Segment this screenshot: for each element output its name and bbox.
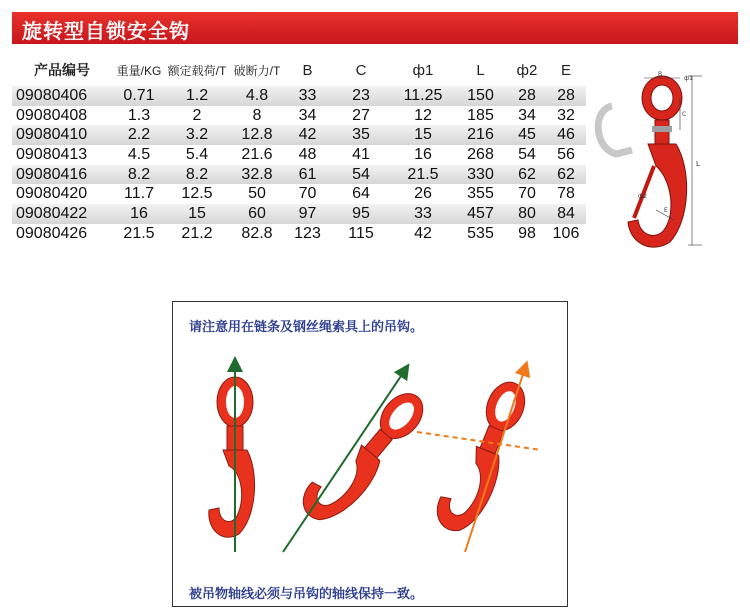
table-cell: 355 (453, 184, 508, 204)
table-cell: 98 (508, 224, 546, 244)
table-cell: 09080410 (12, 125, 112, 145)
table-cell: 15 (393, 125, 453, 145)
table-cell: 09080426 (12, 224, 112, 244)
table-cell: 106 (546, 224, 586, 244)
table-row (12, 86, 586, 106)
header-c: C (355, 61, 367, 79)
notice-bottom-text: 被吊物轴线必须与吊钩的轴线保持一致。 (189, 587, 424, 602)
table-cell: 34 (286, 106, 329, 126)
table-row (12, 125, 586, 145)
table-cell: 33 (286, 86, 329, 106)
hook-body (628, 144, 687, 247)
header-phi1: ф1 (412, 61, 434, 79)
table-cell: 97 (286, 204, 329, 224)
table-cell: 11.25 (393, 86, 453, 106)
table-row (12, 106, 586, 126)
table-cell: 54 (508, 145, 546, 165)
table-cell: 12.8 (228, 125, 286, 145)
table-cell: 35 (329, 125, 393, 145)
table-cell: 09080406 (12, 86, 112, 106)
dim-label-b: B (658, 71, 663, 78)
dim-label-e: E (664, 207, 668, 214)
table-cell: 8.2 (112, 165, 166, 185)
table-cell: 62 (508, 165, 546, 185)
table-cell: 26 (393, 184, 453, 204)
table-cell: 330 (453, 165, 508, 185)
table-cell: 21.5 (112, 224, 166, 244)
page-title: 旋转型自锁安全钩 (22, 19, 190, 43)
table-cell: 16 (393, 145, 453, 165)
table-cell: 41 (329, 145, 393, 165)
table-row (12, 184, 586, 204)
header-l: L (476, 61, 485, 79)
table-cell: 11.7 (112, 184, 166, 204)
notice-top-text: 请注意用在链条及钢丝绳索具上的吊钩。 (189, 320, 424, 335)
table-cell: 84 (546, 204, 586, 224)
table-cell: 32.8 (228, 165, 286, 185)
usage-illustration (173, 302, 567, 582)
table-cell: 32 (546, 106, 586, 126)
table-cell: 216 (453, 125, 508, 145)
table-cell: 23 (329, 86, 393, 106)
axis-line-tilted (283, 370, 405, 552)
table-cell: 115 (329, 224, 393, 244)
dim-label-l: L (696, 160, 700, 168)
table-cell: 4.8 (228, 86, 286, 106)
table-cell: 21.5 (393, 165, 453, 185)
latch (634, 166, 654, 218)
table-cell: 09080416 (12, 165, 112, 185)
table-cell: 50 (228, 184, 286, 204)
table-cell: 12 (393, 106, 453, 126)
hook-dimension-diagram (592, 70, 738, 260)
dim-label-phi1: ф1 (684, 75, 693, 82)
table-cell: 28 (546, 86, 586, 106)
table-cell: 0.71 (112, 86, 166, 106)
table-row (12, 145, 586, 165)
table-cell: 46 (546, 125, 586, 145)
spec-table (12, 54, 586, 244)
table-cell: 09080420 (12, 184, 112, 204)
table-cell: 95 (329, 204, 393, 224)
table-cell: 4.5 (112, 145, 166, 165)
header-phi2: ф2 (516, 61, 538, 79)
header-rated-load: 额定载荷/T (167, 63, 227, 78)
table-cell: 535 (453, 224, 508, 244)
header-weight: 重量/KG (116, 63, 162, 78)
table-cell: 123 (286, 224, 329, 244)
table-cell: 2.2 (112, 125, 166, 145)
table-cell: 15 (166, 204, 228, 224)
table-cell: 1.2 (166, 86, 228, 106)
table-cell: 27 (329, 106, 393, 126)
table-cell: 64 (329, 184, 393, 204)
title-bar (12, 12, 738, 44)
header-e: E (560, 61, 571, 79)
table-cell: 62 (546, 165, 586, 185)
table-cell: 150 (453, 86, 508, 106)
table-cell: 1.3 (112, 106, 166, 126)
table-cell: 42 (286, 125, 329, 145)
table-cell: 28 (508, 86, 546, 106)
table-cell: 42 (393, 224, 453, 244)
table-cell: 8.2 (166, 165, 228, 185)
table-cell: 09080413 (12, 145, 112, 165)
header-b: B (302, 61, 313, 79)
header-breaking-force: 破断力/T (233, 63, 281, 78)
table-cell: 09080422 (12, 204, 112, 224)
table-cell: 78 (546, 184, 586, 204)
ghost-hook-outline (598, 106, 632, 154)
table-cell: 56 (546, 145, 586, 165)
table-cell: 3.2 (166, 125, 228, 145)
table-cell: 12.5 (166, 184, 228, 204)
table-cell: 16 (112, 204, 166, 224)
table-cell: 21.2 (166, 224, 228, 244)
table-cell: 70 (286, 184, 329, 204)
header-code: 产品编号 (34, 62, 90, 78)
usage-notice-box (172, 301, 568, 607)
table-cell: 268 (453, 145, 508, 165)
hook-vertical (209, 377, 255, 537)
table-cell: 60 (228, 204, 286, 224)
table-cell: 33 (393, 204, 453, 224)
table-cell: 185 (453, 106, 508, 126)
table-cell: 457 (453, 204, 508, 224)
table-cell: 54 (329, 165, 393, 185)
table-cell: 80 (508, 204, 546, 224)
table-row (12, 204, 586, 224)
table-cell: 5.4 (166, 145, 228, 165)
hook-tilted (295, 380, 433, 532)
table-cell: 34 (508, 106, 546, 126)
table-cell: 48 (286, 145, 329, 165)
table-cell: 09080408 (12, 106, 112, 126)
table-cell: 21.6 (228, 145, 286, 165)
table-header-row (12, 54, 586, 86)
table-cell: 61 (286, 165, 329, 185)
table-cell: 8 (228, 106, 286, 126)
table-row (12, 224, 586, 244)
hook-misaligned (431, 373, 533, 539)
table-cell: 82.8 (228, 224, 286, 244)
table-row (12, 165, 586, 185)
table-cell: 70 (508, 184, 546, 204)
dim-label-c: C (682, 111, 687, 118)
table-body (12, 86, 586, 244)
dim-label-phi2: ф2 (638, 193, 647, 200)
table-cell: 45 (508, 125, 546, 145)
table-cell: 2 (166, 106, 228, 126)
